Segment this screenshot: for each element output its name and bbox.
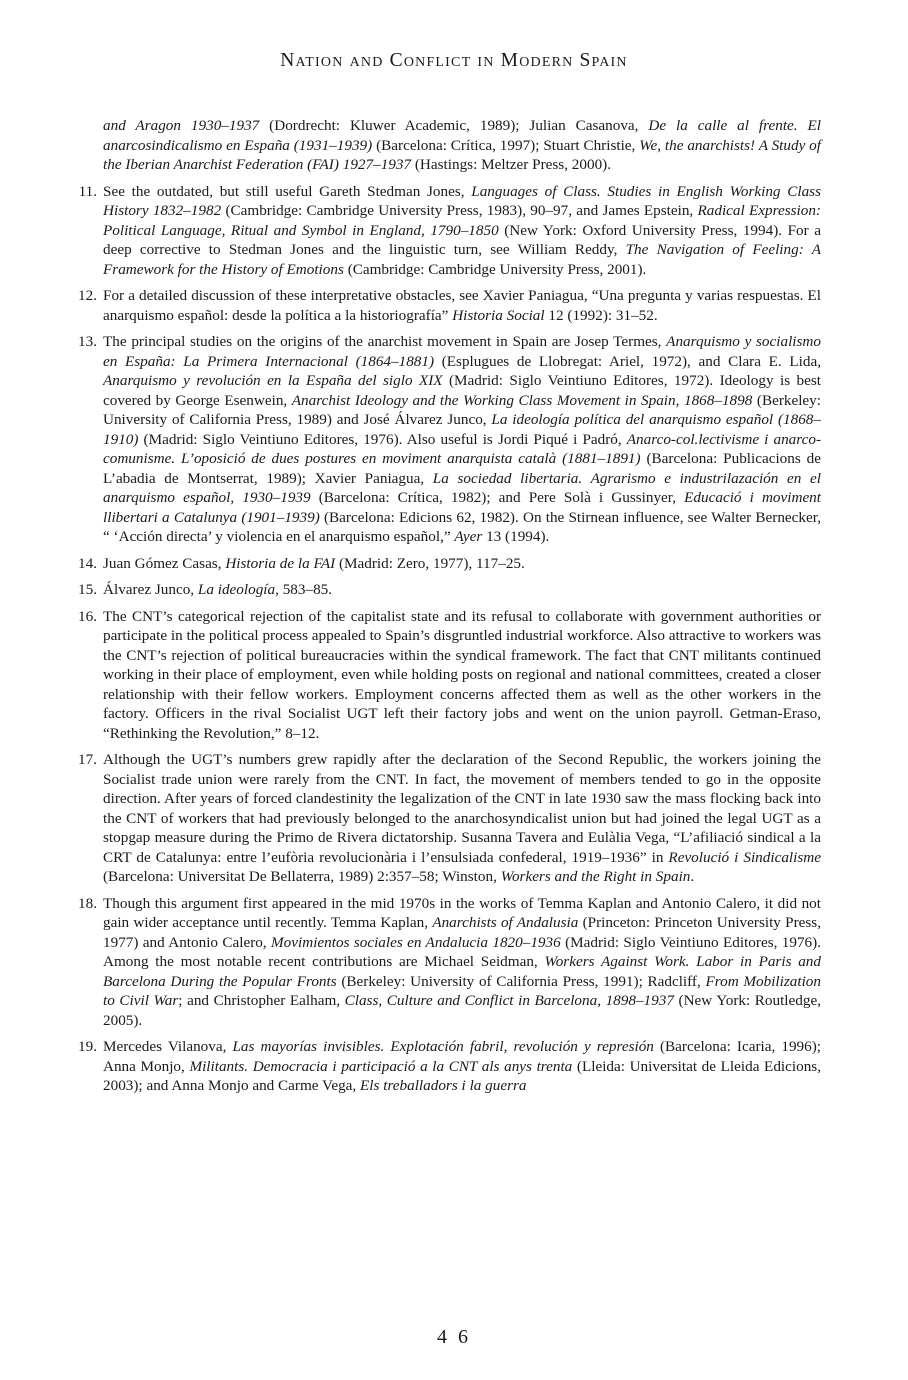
endnote-number: 16. [78, 607, 97, 625]
note-text: (Barcelona: Crítica, 1982); and Pere Solà i Gussinyer, [310, 489, 685, 506]
note-text: . [690, 868, 695, 885]
endnote-number: 18. [78, 894, 97, 912]
note-text: (Berkeley: University of California Press, 1991); Radcliff, [336, 972, 706, 990]
italic-title: Workers Against Work. Labor in Paris and Barcelona During the Popular Fronts [103, 953, 821, 990]
italic-title: Anarchist Ideology and the Working Class Movement in Spain, 1868–1898 [291, 391, 753, 409]
note-text: (Barcelona: Edicions 62, 1982). On the Stirnean influence, see Walter Bernecker, “ ‘Acción directa’ y violencia en el anarquismo español,” [103, 508, 821, 545]
note-text: (Madrid: Siglo Veintiuno Editores, 1976). Among the most notable recent contributions are Michael Seidman, [103, 933, 821, 970]
note-text: For a detailed discussion of these interpretative obstacles, see Xavier Paniagua, “Una pregunta y varias respuestas. El anarquismo español: desde la política a la historiografía” [103, 287, 821, 324]
note-text: See the outdated, but still useful Gareth Stedman Jones, [103, 182, 472, 200]
note-text: ; and Christopher Ealham, [178, 992, 345, 1009]
endnote [78, 286, 821, 325]
italic-title: From Mobilization to Civil War [103, 972, 821, 1009]
italic-title: and Aragon 1930–1937 [103, 117, 260, 134]
endnote-number: 19. [78, 1038, 97, 1055]
note-text: , 583–85. [275, 581, 333, 598]
endnote-number: 13. [78, 333, 97, 350]
italic-title: Historia de la FAI [225, 554, 336, 572]
note-text: (Esplugues de Llobregat: Ariel, 1972), and Clara E. Lida, [434, 352, 822, 370]
note-text: (Barcelona: Icaria, 1996); Anna Monjo, [103, 1038, 822, 1075]
note-text: Though this argument first appeared in the mid 1970s in the works of Temma Kaplan and Antonio Calero, it did not gain wider acceptance until recently. Temma Kaplan, [103, 894, 821, 931]
italic-title: Militants. Democracia i participació a la CNT als anys trenta [189, 1057, 573, 1075]
endnote [78, 607, 821, 744]
endnotes [78, 116, 822, 1103]
italic-title: Revolució i Sindicalisme [668, 848, 821, 866]
note-text: Álvarez Junco, [103, 581, 198, 598]
note-text: (Hastings: Meltzer Press, 2000). [411, 156, 612, 173]
italic-title: Movimientos sociales en Andalucia 1820–1936 [271, 933, 561, 951]
note-text: Although the UGT’s numbers grew rapidly after the declaration of the Second Republic, the workers joining the Socialist trade union were rarely from the CNT. In fact, the movement of members tended to go in the opposite direction. After years of forced clandestinity the legalization of the CNT in late 1930 saw the mass flocking back into the CNT of workers that had previously belonged to the anarchosyndicalist union but had joined the legal UGT as a stopgap measure during the Primo de Rivera dictatorship. Susanna Tavera and Eulàlia Vega, “L’afiliació sindical a la CRT de Catalunya: entre l’eufòria revolucionària i l’ensulsiada confederal, 1919–1936” in [103, 751, 821, 866]
italic-title: Anarquismo y revolución en la España del siglo XIX [103, 372, 443, 389]
note-text: (Madrid: Zero, 1977), 117–25. [335, 554, 525, 572]
italic-title: Workers and the Right in Spain [500, 868, 691, 885]
endnote-number: 12. [78, 287, 97, 304]
note-text: (Barcelona: Publicacions de L’abadia de Montserrat, 1989); Xavier Paniagua, [103, 450, 821, 487]
italic-title: Ayer [454, 528, 483, 545]
endnote [78, 554, 821, 574]
endnote [78, 750, 821, 887]
italic-title: Anarco-col.lectivisme i anarco-comunisme. L’oposició de dues postures en moviment anarquista català (1881–1891) [103, 430, 822, 467]
note-text: (Dordrecht: Kluwer Academic, 1989); Julian Casanova, [259, 117, 649, 134]
page-number: 4 6 [437, 1326, 471, 1348]
note-text: Mercedes Vilanova, [103, 1038, 233, 1055]
italic-title: The Navigation of Feeling: A Framework for the History of Emotions [103, 241, 821, 278]
note-text: (Cambridge: Cambridge University Press, 2001). [343, 260, 647, 278]
italic-title: La sociedad libertaria. Agrarismo e industrilazación en el anarquismo español, 1930–1939 [103, 469, 821, 506]
endnote [78, 332, 822, 547]
note-text: (Madrid: Siglo Veintiuno Editores, 1976). Also useful is Jordi Piqué i Padró, [138, 430, 627, 448]
italic-title: Radical Expression: Political Language, Ritual and Symbol in England, 1790–1850 [103, 202, 821, 239]
endnote-number: 15. [78, 581, 97, 598]
note-text: (Madrid: Siglo Veintiuno Editores, 1972). Ideology is best covered by George Esenwein, [103, 372, 821, 409]
note-text: 13 (1994). [482, 528, 550, 545]
italic-title: De la calle al frente. El anarcosindicalismo en España (1931–1939) [103, 117, 821, 154]
note-text: (New York: Oxford University Press, 1994). For a deep corrective to Stedman Jones and the linguistic turn, see William Reddy, [103, 221, 821, 258]
note-text: (Barcelona: Universitat De Bellaterra, 1989) 2:357–58; Winston, [103, 868, 501, 885]
note-text: The principal studies on the origins of the anarchist movement in Spain are Josep Termes, [103, 333, 667, 350]
endnote-number: 14. [78, 554, 97, 572]
italic-title: La ideología política del anarquismo español (1868–1910) [103, 411, 821, 448]
endnote [78, 580, 821, 600]
running-head: Nation and Conflict in Modern Spain [280, 50, 628, 71]
note-text: (Cambridge: Cambridge University Press, 1983), 90–97, and James Epstein, [221, 202, 698, 219]
italic-title: Historia Social [452, 306, 545, 324]
note-text: (New York: Routledge, 2005). [103, 992, 821, 1029]
endnote-number: 17. [78, 751, 97, 768]
note-text: 12 (1992): 31–52. [544, 306, 658, 324]
italic-title: We, the anarchists! A Study of the Iberian Anarchist Federation (FAI) 1927–1937 [103, 136, 821, 173]
endnote-continuation [103, 116, 821, 175]
italic-title: Els treballadors i la guerra [360, 1077, 527, 1094]
endnote [78, 894, 821, 1031]
endnote [78, 182, 821, 280]
endnote-number: 11. [78, 182, 97, 200]
note-text: (Berkeley: University of California Press, 1989) and José Álvarez Junco, [103, 391, 821, 428]
italic-title: Anarchists of Andalusia [432, 914, 579, 931]
italic-title: Educació i moviment llibertari a Catalunya (1901–1939) [103, 489, 821, 526]
italic-title: Las mayorías invisibles. Explotación fabril, revolución y represión [232, 1038, 654, 1055]
italic-title: Class, Culture and Conflict in Barcelona, 1898–1937 [344, 992, 674, 1009]
endnote [78, 1037, 822, 1096]
note-text: (Lleida: Universitat de Lleida Edicions, 2003); and Anna Monjo and Carme Vega, [103, 1057, 821, 1094]
italic-title: Languages of Class. Studies in English Working Class History 1832–1982 [103, 182, 821, 219]
note-text: (Princeton: Princeton University Press, 1977) and Antonio Calero, [103, 914, 821, 951]
note-text: Juan Gómez Casas, [103, 554, 226, 572]
note-text: The CNT’s categorical rejection of the capitalist state and its refusal to collaborate with government authorities or participate in the political process appealed to Spain’s disgruntled industrial workforce. Also attractive to workers was the CNT’s rejection of political bureaucracies within the syndical framework. The fact that CNT militants continued working in their place of employment, even while holding posts on regional and national committees, created a closer relationship with their fellow workers. Employment concerns affected them as well as the other workers in the factory. Officers in the rival Socialist UGT left their factory jobs and went on the union payroll. Getman-Eraso, “Rethinking the Revolution,” 8–12. [103, 607, 821, 742]
italic-title: Anarquismo y socialismo en España: La Primera Internacional (1864–1881) [103, 333, 821, 370]
note-text: (Barcelona: Crítica, 1997); Stuart Christie, [372, 136, 640, 154]
italic-title: La ideología [197, 581, 276, 598]
